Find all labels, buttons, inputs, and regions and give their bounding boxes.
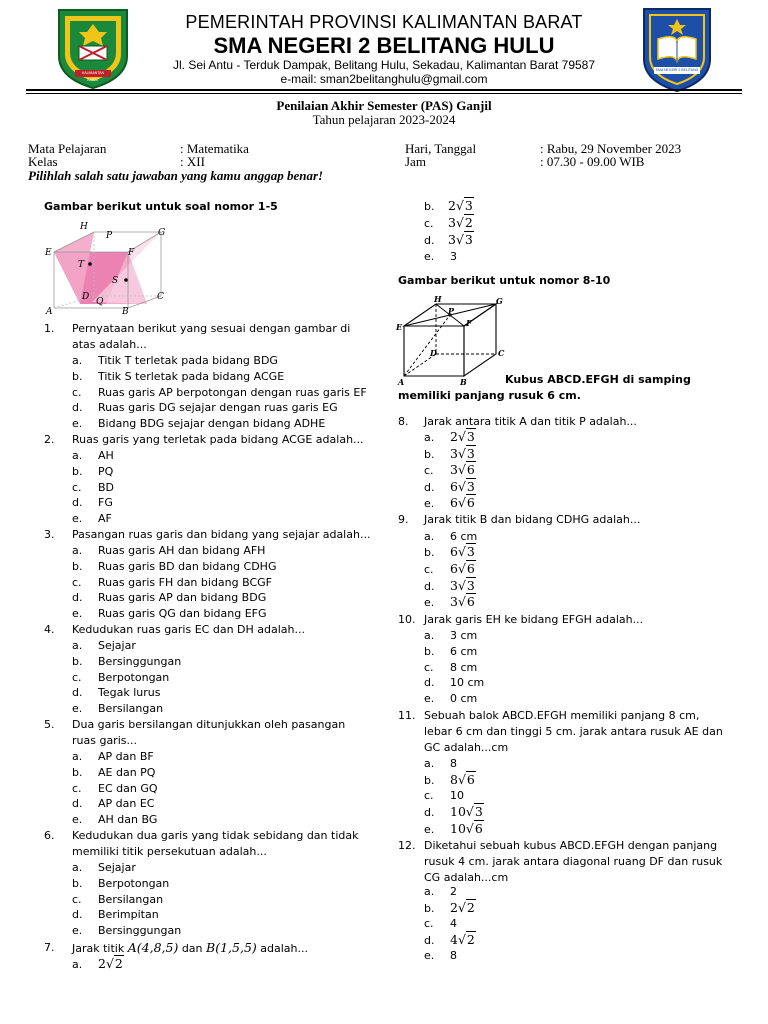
cube-figure-2 <box>396 296 516 388</box>
label-g: G <box>496 296 503 306</box>
subject-label: Mata Pelajaran <box>28 141 107 156</box>
q4-option-e[interactable]: Bersilangan <box>98 702 164 716</box>
label-p: P <box>106 231 113 241</box>
question-number: 4. <box>44 623 55 636</box>
option-letter: e. <box>424 823 435 836</box>
q9-option-c[interactable]: 6√6 <box>450 560 475 576</box>
question-text: Pernyataan berikut yang sesuai dengan gambar di <box>72 322 351 335</box>
q10-option-c[interactable]: 8 cm <box>450 660 478 674</box>
q6-option-e[interactable]: Bersinggungan <box>98 924 182 938</box>
label-h: H <box>80 222 88 232</box>
label-e: E <box>396 322 403 332</box>
option-letter: e. <box>72 924 83 938</box>
q3-option-e[interactable]: Ruas garis QG dan bidang EFG <box>98 607 267 621</box>
label-c: C <box>157 292 164 302</box>
q5-option-d[interactable]: AP dan EC <box>98 797 155 811</box>
school-email: e-mail: sman2belitanghulu@gmail.com <box>280 72 488 86</box>
option-letter: d. <box>424 480 435 494</box>
q12-option-c[interactable]: 4 <box>450 917 457 930</box>
q5-option-b[interactable]: AE dan PQ <box>98 765 156 779</box>
logo-left-text: KALIMANTAN BARAT <box>81 71 105 82</box>
label-p: P <box>448 306 455 316</box>
question-number: 3. <box>44 528 55 541</box>
question-text-continued: atas adalah... <box>72 338 147 351</box>
q1-option-d[interactable]: Ruas garis DG sejajar dengan ruas garis EG <box>98 401 338 415</box>
province-heading: PEMERINTAH PROVINSI KALIMANTAN BARAT <box>185 12 583 32</box>
option-letter: c. <box>72 670 82 684</box>
question-number: 10. <box>398 613 416 626</box>
q7-option-c[interactable]: 3√2 <box>448 215 473 230</box>
q5-option-e[interactable]: AH dan BG <box>98 813 158 827</box>
q4-option-d[interactable]: Tegak lurus <box>98 686 161 700</box>
logo-right-text: SMA NEGERI 2 BELITANG HULU <box>655 68 699 79</box>
figure2-note-2: memiliki panjang rusuk 6 cm. <box>398 389 581 402</box>
question-text: Dua garis bersilangan ditunjukkan oleh pasangan <box>72 718 346 731</box>
date-value: : Rabu, 29 November 2023 <box>540 141 682 156</box>
q5-option-c[interactable]: EC dan GQ <box>98 781 158 795</box>
q12-option-b[interactable]: 2√2 <box>450 900 475 915</box>
option-letter: b. <box>424 200 435 213</box>
q12-option-a[interactable]: 2 <box>450 885 457 898</box>
question-text-continued: ruas garis... <box>72 734 137 747</box>
label-a: A <box>46 307 53 317</box>
q1-option-a[interactable]: Titik T terletak pada bidang BDG <box>98 354 278 367</box>
label-e: E <box>45 248 52 258</box>
q3-option-b[interactable]: Ruas garis BD dan bidang CDHG <box>98 559 277 573</box>
option-letter: a. <box>424 431 435 444</box>
q6-option-a[interactable]: Sejajar <box>98 861 136 874</box>
cube-figure-1 <box>40 220 170 320</box>
q2-option-d[interactable]: FG <box>98 496 113 510</box>
option-letter: e. <box>424 497 435 510</box>
question-3 <box>44 527 374 543</box>
option-letter: a. <box>424 757 435 770</box>
question-12-text: rusuk 4 cm. jarak antara diagonal ruang DF dan rusuk <box>424 855 723 868</box>
option-letter: e. <box>72 813 83 827</box>
option-letter: b. <box>424 644 435 658</box>
label-q: Q <box>96 297 104 307</box>
label-f: F <box>466 318 472 328</box>
option-letter: b. <box>72 765 83 779</box>
point-a: A(4,8,5) <box>127 940 179 955</box>
q9-option-a[interactable]: 6 cm <box>450 530 478 543</box>
q7-option-b[interactable]: 2√3 <box>448 198 473 213</box>
question-number: 11. <box>398 709 416 722</box>
time-value: : 07.30 - 09.00 WIB <box>540 154 645 169</box>
header-rule-thick <box>26 89 742 91</box>
q1-option-e[interactable]: Bidang BDG sejajar dengan bidang ADHE <box>98 417 326 431</box>
option-letter: b. <box>72 369 83 383</box>
q8-option-d[interactable]: 6√3 <box>450 478 475 494</box>
option-letter: b. <box>72 464 83 478</box>
q8-option-b[interactable]: 3√3 <box>450 445 475 461</box>
option-letter: b. <box>72 654 83 668</box>
q10-option-e[interactable]: 0 cm <box>450 692 478 706</box>
option-letter: c. <box>72 892 82 906</box>
label-s: S <box>112 276 119 286</box>
q9-option-b[interactable]: 6√3 <box>450 544 475 559</box>
question-text: Kedudukan ruas garis EC dan DH adalah... <box>72 623 305 636</box>
option-letter: d. <box>72 591 83 605</box>
question-text: Ruas garis yang terletak pada bidang ACGE adalah... <box>72 433 364 446</box>
question-11-text: Sebuah balok ABCD.EFGH memiliki panjang 8 cm, <box>424 709 700 722</box>
question-4 <box>44 622 374 638</box>
label-b: B <box>122 307 129 317</box>
q10-option-b[interactable]: 6 cm <box>450 644 478 658</box>
option-letter: a. <box>72 354 83 367</box>
question-number: 6. <box>44 829 55 842</box>
question-2 <box>44 432 374 448</box>
q10-option-d[interactable]: 10 cm <box>450 676 485 690</box>
question-number: 2. <box>44 433 55 446</box>
question-text: Jarak titik <box>72 942 125 955</box>
question-9-text: Jarak titik B dan bidang CDHG adalah... <box>424 513 641 526</box>
option-letter: a. <box>424 629 435 642</box>
point-b: B(1,5,5) <box>206 940 257 955</box>
option-letter: d. <box>424 934 435 947</box>
option-letter: e. <box>424 949 435 962</box>
class-label: Kelas <box>28 154 58 169</box>
question-11-text: lebar 6 cm dan tinggi 5 cm. jarak antara rusuk AE dan <box>424 725 723 738</box>
school-address: Jl. Sei Antu - Terduk Dampak, Belitang Hulu, Sekadau, Kalimantan Barat 79587 <box>172 58 596 72</box>
question-text: adalah... <box>260 942 309 955</box>
option-letter: a. <box>72 750 83 763</box>
label-d: D <box>82 292 90 302</box>
q7-option-e[interactable]: 3 <box>450 250 457 263</box>
q2-option-e[interactable]: AF <box>98 512 112 526</box>
option-letter: c. <box>424 917 434 930</box>
figure1-caption: Gambar berikut untuk soal nomor 1-5 <box>44 200 278 213</box>
option-letter: b. <box>424 902 435 915</box>
option-letter: c. <box>72 480 82 494</box>
q6-option-c[interactable]: Bersilangan <box>98 892 164 906</box>
option-letter: d. <box>424 806 435 819</box>
instruction: Pilihlah salah satu jawaban yang kamu anggap benar! <box>28 168 324 183</box>
q6-option-d[interactable]: Berimpitan <box>98 908 159 922</box>
q11-option-c[interactable]: 10 <box>450 789 464 802</box>
question-7 <box>44 940 374 956</box>
option-letter: c. <box>424 660 434 674</box>
option-letter: b. <box>424 447 435 461</box>
option-letter: c. <box>72 781 82 795</box>
option-letter: d. <box>72 496 83 510</box>
option-letter: c. <box>72 385 82 399</box>
q4-option-b[interactable]: Bersinggungan <box>98 654 182 668</box>
option-letter: b. <box>72 876 83 890</box>
question-12-text: CG adalah...cm <box>424 871 509 884</box>
label-h: H <box>434 294 442 304</box>
q8-option-a[interactable]: 2√3 <box>450 429 475 444</box>
question-10-text: Jarak garis EH ke bidang EFGH adalah... <box>424 613 644 626</box>
q4-option-a[interactable]: Sejajar <box>98 639 136 652</box>
q6-option-b[interactable]: Berpotongan <box>98 876 170 890</box>
option-letter: c. <box>424 217 434 230</box>
option-letter: b. <box>72 559 83 573</box>
q4-option-c[interactable]: Berpotongan <box>98 670 170 684</box>
option-letter: a. <box>424 530 435 543</box>
label-d: D <box>430 348 437 358</box>
option-letter: d. <box>72 401 83 415</box>
time-label: Jam <box>405 154 426 169</box>
option-letter: c. <box>424 562 434 576</box>
q11-option-b[interactable]: 8√6 <box>450 772 475 787</box>
date-label: Hari, Tanggal <box>405 141 477 156</box>
figure2-note-1: Kubus ABCD.EFGH di samping <box>505 373 691 386</box>
question-text-continued: memiliki titik persekutuan adalah... <box>72 845 267 858</box>
q2-option-b[interactable]: PQ <box>98 464 114 478</box>
option-letter: e. <box>72 417 83 431</box>
question-number: 1. <box>44 322 55 335</box>
question-text: Pasangan ruas garis dan bidang yang sejajar adalah... <box>72 528 371 541</box>
question-text: Kedudukan dua garis yang tidak sebidang dan tidak <box>72 829 359 842</box>
q9-option-e[interactable]: 3√6 <box>450 594 475 610</box>
q8-option-c[interactable]: 3√6 <box>450 462 475 477</box>
question-number: 5. <box>44 718 55 731</box>
option-letter: d. <box>72 797 83 811</box>
label-t: T <box>78 260 85 270</box>
q1-option-b[interactable]: Titik S terletak pada bidang ACGE <box>98 369 285 383</box>
option-letter: a. <box>72 544 83 557</box>
option-letter: a. <box>72 639 83 652</box>
q11-option-a[interactable]: 8 <box>450 757 457 770</box>
subject-value: : Matematika <box>180 141 249 156</box>
label-f: F <box>128 248 135 258</box>
q2-option-a[interactable]: AH <box>98 449 114 462</box>
label-b: B <box>460 377 467 387</box>
question-number: 7. <box>44 941 55 954</box>
option-letter: d. <box>424 579 435 593</box>
question-number: 8. <box>398 415 409 428</box>
option-letter: a. <box>72 449 83 462</box>
option-letter: e. <box>72 607 83 621</box>
question-5 <box>44 717 374 733</box>
school-name: SMA NEGERI 2 BELITANG HULU <box>213 33 555 58</box>
option-letter: d. <box>424 676 435 690</box>
option-letter: e. <box>72 702 83 716</box>
q10-option-a[interactable]: 3 cm <box>450 629 478 642</box>
header-rule-thin <box>26 93 742 94</box>
exam-year: Tahun pelajaran 2023-2024 <box>312 112 456 127</box>
option-letter: e. <box>424 596 435 610</box>
q7-option-a[interactable]: 2√2 <box>98 956 123 971</box>
option-letter: c. <box>424 464 434 477</box>
q8-option-e[interactable]: 6√6 <box>450 495 475 510</box>
q9-option-d[interactable]: 3√3 <box>450 577 475 593</box>
question-number: 9. <box>398 513 409 526</box>
option-letter: a. <box>72 861 83 874</box>
option-letter: e. <box>424 250 435 263</box>
question-6 <box>44 828 374 844</box>
q12-option-d[interactable]: 4√2 <box>450 932 475 947</box>
label-c: C <box>498 348 505 358</box>
option-letter: e. <box>424 692 435 706</box>
figure2-caption: Gambar berikut untuk nomor 8-10 <box>398 274 611 287</box>
q12-option-e[interactable]: 8 <box>450 949 457 962</box>
question-12-text: Diketahui sebuah kubus ABCD.EFGH dengan panjang <box>424 839 718 852</box>
option-letter: b. <box>424 546 435 559</box>
option-letter: e. <box>72 512 83 526</box>
question-8-text: Jarak antara titik A dan titik P adalah... <box>424 415 637 428</box>
q3-option-d[interactable]: Ruas garis AP dan bidang BDG <box>98 591 267 605</box>
q7-option-d[interactable]: 3√3 <box>448 232 473 247</box>
option-letter: d. <box>424 234 435 247</box>
q3-option-c[interactable]: Ruas garis FH dan bidang BCGF <box>98 575 273 589</box>
class-value: : XII <box>180 154 205 169</box>
option-letter: d. <box>72 908 83 922</box>
q11-option-e[interactable]: 10√6 <box>450 821 483 836</box>
question-text: dan <box>181 942 203 955</box>
label-a: A <box>398 377 405 387</box>
option-letter: c. <box>72 575 82 589</box>
question-number: 12. <box>398 839 416 852</box>
q5-option-a[interactable]: AP dan BF <box>98 750 154 763</box>
option-letter: a. <box>72 958 83 971</box>
option-letter: c. <box>424 789 434 802</box>
label-g: G <box>158 228 166 238</box>
q2-option-c[interactable]: BD <box>98 480 115 494</box>
q11-option-d[interactable]: 10√3 <box>450 804 483 819</box>
exam-title: Penilaian Akhir Semester (PAS) Ganjil <box>276 98 492 113</box>
option-letter: d. <box>72 686 83 700</box>
option-letter: a. <box>424 885 435 898</box>
question-1 <box>44 321 374 337</box>
option-letter: b. <box>424 774 435 787</box>
q1-option-c[interactable]: Ruas garis AP berpotongan dengan ruas garis EF <box>98 385 367 399</box>
q3-option-a[interactable]: Ruas garis AH dan bidang AFH <box>98 544 266 557</box>
question-11-text: GC adalah...cm <box>424 741 509 754</box>
